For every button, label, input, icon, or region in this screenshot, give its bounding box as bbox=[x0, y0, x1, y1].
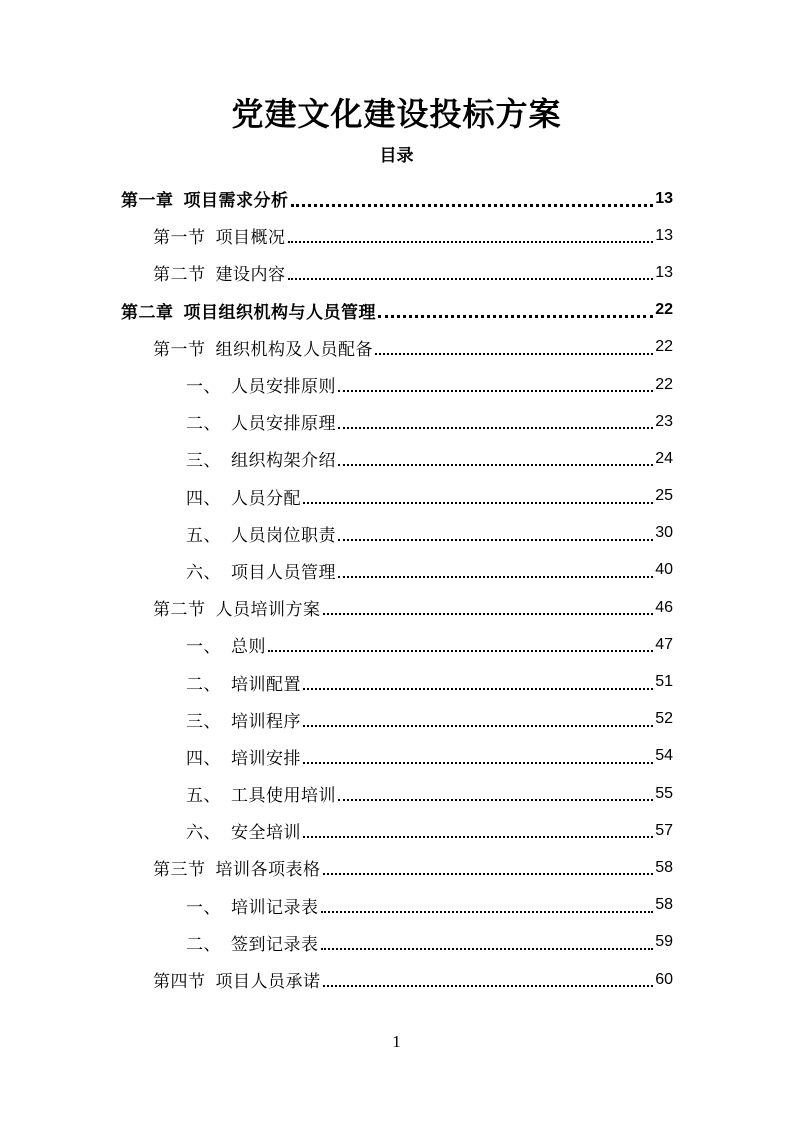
toc-entry-text: 项目人员承诺 bbox=[215, 972, 321, 993]
toc-entry-section[interactable] bbox=[0, 254, 793, 291]
toc-entry-prefix: 五、 bbox=[186, 525, 221, 546]
dot-leader bbox=[323, 872, 654, 875]
toc-entry-section[interactable] bbox=[0, 961, 793, 998]
toc-entry-section[interactable] bbox=[0, 217, 793, 254]
toc-entry-page: 51 bbox=[655, 673, 673, 691]
dot-leader bbox=[338, 798, 653, 801]
toc-entry-page: 24 bbox=[655, 449, 673, 467]
toc-entry-chapter-1[interactable] bbox=[0, 180, 793, 217]
toc-entry-prefix: 一、 bbox=[186, 897, 221, 918]
toc-entry-text: 项目组织机构与人员管理 bbox=[183, 302, 376, 323]
toc-entry-subsection[interactable] bbox=[0, 552, 793, 589]
toc-entry-text: 项目需求分析 bbox=[183, 191, 289, 212]
toc-entry-prefix: 三、 bbox=[186, 711, 221, 732]
dot-leader bbox=[323, 984, 654, 987]
toc-entry-text: 组织构架介绍 bbox=[231, 451, 336, 472]
toc-entry-text: 项目人员管理 bbox=[231, 562, 336, 583]
dot-leader bbox=[268, 649, 653, 652]
document-title: 党建文化建设投标方案 bbox=[231, 95, 562, 133]
toc-entry-prefix: 六、 bbox=[186, 562, 221, 583]
toc-entry-prefix: 第二章 bbox=[121, 302, 174, 323]
toc-heading: 目录 bbox=[379, 146, 414, 166]
toc-entry-text: 组织机构及人员配备 bbox=[215, 339, 373, 360]
toc-entry-page: 22 bbox=[655, 301, 673, 319]
toc-entry-page: 22 bbox=[655, 338, 673, 356]
toc-entry-subsection[interactable] bbox=[0, 478, 793, 515]
toc-entry-subsection[interactable] bbox=[0, 366, 793, 403]
dot-leader bbox=[303, 761, 653, 764]
dot-leader bbox=[288, 277, 654, 280]
toc-entry-prefix: 四、 bbox=[186, 488, 221, 509]
toc-entry-page: 13 bbox=[655, 226, 673, 244]
toc-entry-subsection[interactable] bbox=[0, 738, 793, 775]
toc-entry-text: 人员分配 bbox=[231, 488, 301, 509]
toc-entry-text: 培训配置 bbox=[231, 674, 301, 695]
toc-entry-page: 13 bbox=[655, 189, 673, 207]
toc-entry-section[interactable] bbox=[0, 589, 793, 626]
toc-entry-prefix: 一、 bbox=[186, 637, 221, 658]
toc-entry-prefix: 二、 bbox=[186, 674, 221, 695]
toc-entry-prefix: 第一节 bbox=[153, 228, 206, 249]
toc-entry-prefix: 第四节 bbox=[153, 972, 206, 993]
toc-entry-subsection[interactable] bbox=[0, 924, 793, 961]
toc-entry-page: 46 bbox=[655, 598, 673, 616]
dot-leader bbox=[338, 463, 653, 466]
toc-entry-page: 25 bbox=[655, 487, 673, 505]
toc-entry-text: 安全培训 bbox=[231, 823, 301, 844]
dot-leader bbox=[303, 724, 653, 727]
toc-entry-page: 23 bbox=[655, 412, 673, 430]
dot-leader bbox=[303, 501, 653, 504]
toc-entry-page: 13 bbox=[655, 263, 673, 281]
dot-leader bbox=[321, 910, 654, 913]
toc-entry-page: 58 bbox=[655, 896, 673, 914]
toc-entry-chapter-2[interactable] bbox=[0, 292, 793, 329]
dot-leader bbox=[291, 203, 654, 207]
toc-entry-subsection[interactable] bbox=[0, 663, 793, 700]
toc-entry-text: 签到记录表 bbox=[231, 934, 319, 955]
toc-entry-prefix: 第二节 bbox=[153, 600, 206, 621]
toc-entry-prefix: 第二节 bbox=[153, 265, 206, 286]
toc-entry-page: 60 bbox=[655, 970, 673, 988]
toc-entry-subsection[interactable] bbox=[0, 626, 793, 663]
dot-leader bbox=[375, 352, 653, 355]
toc-entry-prefix: 四、 bbox=[186, 748, 221, 769]
toc-entry-subsection[interactable] bbox=[0, 403, 793, 440]
toc-entry-section[interactable] bbox=[0, 849, 793, 886]
toc-entry-prefix: 三、 bbox=[186, 451, 221, 472]
toc-entry-subsection[interactable] bbox=[0, 812, 793, 849]
toc-entry-page: 52 bbox=[655, 710, 673, 728]
dot-leader bbox=[338, 575, 653, 578]
dot-leader bbox=[288, 240, 654, 243]
toc-entry-page: 55 bbox=[655, 784, 673, 802]
dot-leader bbox=[338, 389, 653, 392]
toc-entry-text: 人员安排原则 bbox=[231, 377, 336, 398]
toc-entry-page: 58 bbox=[655, 858, 673, 876]
page-number: 1 bbox=[392, 1032, 401, 1051]
dot-leader bbox=[323, 612, 654, 615]
dot-leader bbox=[378, 314, 653, 318]
toc-entry-subsection[interactable] bbox=[0, 515, 793, 552]
dot-leader bbox=[303, 835, 653, 838]
toc-entry-text: 培训记录表 bbox=[231, 897, 319, 918]
toc-entry-text: 工具使用培训 bbox=[231, 786, 336, 807]
toc-entry-subsection[interactable] bbox=[0, 887, 793, 924]
toc-entry-prefix: 第一节 bbox=[153, 339, 206, 360]
toc-entry-page: 54 bbox=[655, 747, 673, 765]
toc-entry-text: 项目概况 bbox=[215, 228, 286, 249]
toc-entry-text: 总则 bbox=[231, 637, 266, 658]
dot-leader bbox=[303, 687, 653, 690]
toc-entry-page: 59 bbox=[655, 933, 673, 951]
table-of-contents bbox=[0, 180, 793, 998]
dot-leader bbox=[338, 426, 653, 429]
toc-entry-text: 培训安排 bbox=[231, 748, 301, 769]
toc-entry-prefix: 六、 bbox=[186, 823, 221, 844]
toc-entry-text: 建设内容 bbox=[215, 265, 286, 286]
toc-entry-text: 培训各项表格 bbox=[215, 860, 321, 881]
toc-entry-prefix: 第三节 bbox=[153, 860, 206, 881]
toc-entry-prefix: 二、 bbox=[186, 934, 221, 955]
toc-entry-page: 40 bbox=[655, 561, 673, 579]
toc-entry-text: 培训程序 bbox=[231, 711, 301, 732]
toc-entry-prefix: 五、 bbox=[186, 786, 221, 807]
dot-leader bbox=[321, 947, 654, 950]
toc-entry-page: 57 bbox=[655, 821, 673, 839]
dot-leader bbox=[338, 538, 653, 541]
toc-entry-prefix: 第一章 bbox=[121, 191, 174, 212]
toc-entry-prefix: 一、 bbox=[186, 377, 221, 398]
toc-entry-section[interactable] bbox=[0, 329, 793, 366]
toc-entry-text: 人员岗位职责 bbox=[231, 525, 336, 546]
toc-entry-subsection[interactable] bbox=[0, 775, 793, 812]
toc-entry-subsection[interactable] bbox=[0, 440, 793, 477]
toc-entry-page: 47 bbox=[655, 635, 673, 653]
toc-entry-page: 30 bbox=[655, 524, 673, 542]
toc-entry-subsection[interactable] bbox=[0, 701, 793, 738]
toc-entry-page: 22 bbox=[655, 375, 673, 393]
toc-entry-text: 人员安排原理 bbox=[231, 414, 336, 435]
toc-entry-text: 人员培训方案 bbox=[215, 600, 321, 621]
toc-entry-prefix: 二、 bbox=[186, 414, 221, 435]
